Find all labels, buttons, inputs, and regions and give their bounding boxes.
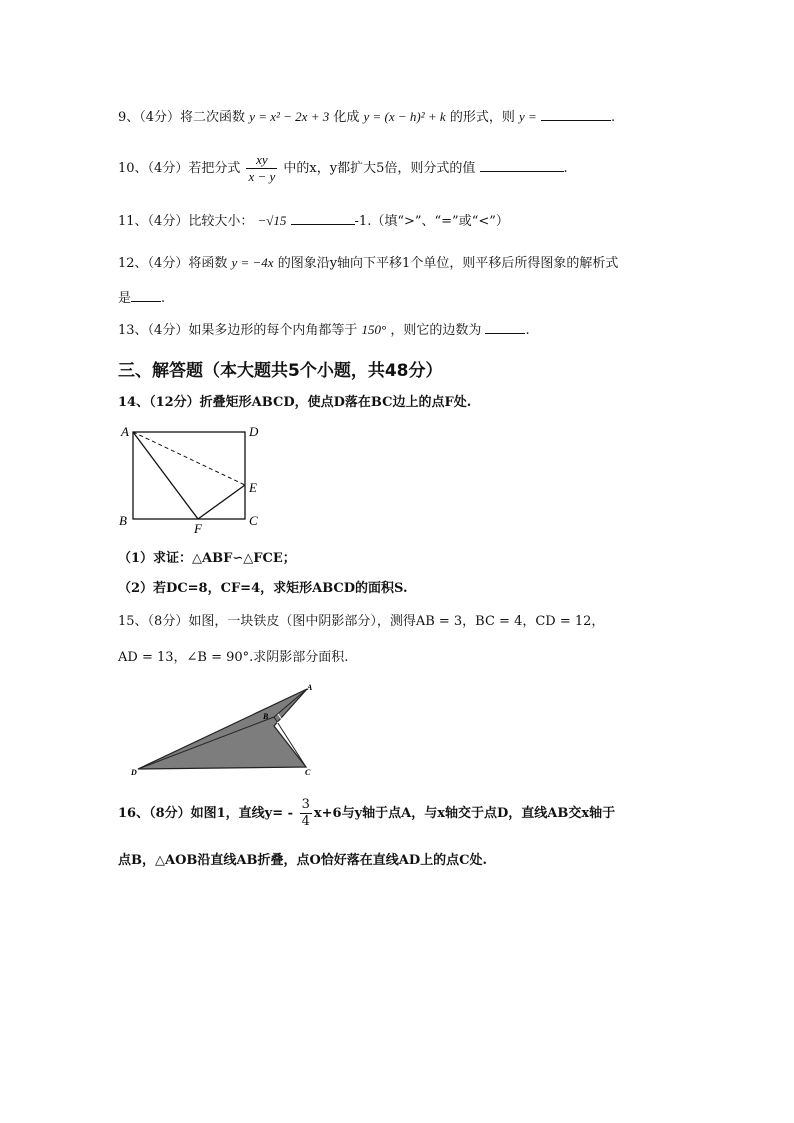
q9-answer-blank[interactable]	[541, 120, 611, 121]
q12-line2: 是	[118, 291, 132, 306]
question-15-line2: AD = 13，∠B = 90°.求阴影部分面积.	[118, 650, 349, 665]
q16-suffix: x+6与y轴于点A，与x轴交于点D，直线AB交x轴于	[313, 806, 616, 821]
q16-frac-num: 3	[301, 797, 310, 812]
question-16-line2: 点B，△AOB沿直线AB折叠，点O恰好落在直线AD上的点C处.	[118, 853, 488, 868]
question-12	[118, 254, 618, 273]
q13-answer-blank[interactable]	[485, 333, 525, 334]
q10-prefix: 10、（4分）若把分式	[118, 161, 241, 176]
label-e: E	[249, 480, 257, 495]
segment-af	[133, 432, 198, 519]
q10-answer-blank[interactable]	[480, 171, 564, 172]
q16-frac-den: 4	[301, 814, 310, 829]
label-b: B	[263, 712, 269, 721]
label-d: D	[131, 768, 137, 777]
q10-fraction	[246, 152, 277, 185]
q9-end: .	[610, 110, 616, 125]
question-14-stem: 14、（12分）折叠矩形ABCD，使点D落在BC边上的点F处.	[118, 395, 472, 410]
q16-minus: -	[287, 806, 294, 821]
fold-line-ae	[133, 432, 245, 485]
q12-answer-blank[interactable]	[131, 301, 161, 302]
q12-prefix: 12、（4分）将函数	[118, 256, 228, 271]
question-14-part1: （1）求证：△ABF∽△FCE；	[118, 551, 296, 566]
question-12-line2	[118, 290, 165, 308]
question-15-stem: 15、（8分）如图，一块铁皮（图中阴影部分），测得AB = 3，BC = 4，CD = 12，	[118, 614, 605, 629]
q16-fraction	[300, 797, 312, 830]
q11-expr: −√15	[257, 213, 287, 228]
label-d: D	[249, 424, 259, 439]
q11-answer-blank[interactable]	[291, 224, 355, 225]
q16-prefix: 16、（8分）如图1，直线y=	[118, 806, 284, 821]
label-a: A	[307, 683, 313, 692]
q9-mid: 化成	[333, 110, 360, 125]
q12-end: .	[161, 291, 166, 306]
question-16	[118, 797, 615, 831]
segment-fe	[198, 485, 245, 519]
q10-suffix: 中的x，y都扩大5倍，则分式的值	[283, 161, 476, 176]
question-11	[118, 212, 509, 231]
q14-rectangle-figure	[112, 420, 272, 536]
label-b: B	[119, 513, 127, 528]
q10-end: .	[563, 161, 568, 176]
q10-frac-den: x − y	[248, 169, 276, 184]
label-a: A	[121, 424, 129, 439]
q9-expr2: y = (x − h)² + k	[363, 109, 446, 124]
q15-shaded-figure	[126, 680, 326, 780]
question-9	[118, 108, 615, 127]
q13-expr: 150°	[361, 322, 387, 337]
question-13	[118, 321, 530, 340]
q12-suffix: 的图象沿y轴向下平移1个单位，则平移后所得图象的解析式	[277, 256, 619, 271]
q13-end: .	[525, 323, 530, 338]
q11-prefix: 11、（4分）比较大小：	[118, 214, 254, 229]
label-f: F	[194, 521, 202, 536]
question-10	[118, 152, 568, 186]
section-3-heading: 三、解答题（本大题共5个小题，共48分）	[118, 361, 443, 381]
q10-frac-num: xy	[246, 152, 277, 169]
q12-expr: y = −4x	[231, 255, 274, 270]
q13-prefix: 13、（4分）如果多边形的每个内角都等于	[118, 323, 358, 338]
q11-suffix: -1.（填“>”、“=”或“<”）	[354, 214, 509, 229]
q9-expr1: y = x² − 2x + 3	[249, 109, 330, 124]
label-c: C	[305, 768, 311, 777]
q9-y-eq: y =	[519, 109, 537, 124]
label-c: C	[249, 513, 258, 528]
q13-suffix: ，则它的边数为	[390, 323, 482, 338]
q9-suffix: 的形式，则	[449, 110, 515, 125]
q9-prefix: 9、（4分）将二次函数	[118, 110, 246, 125]
question-14-part2: （2）若DC=8，CF=4，求矩形ABCD的面积S.	[118, 581, 408, 596]
